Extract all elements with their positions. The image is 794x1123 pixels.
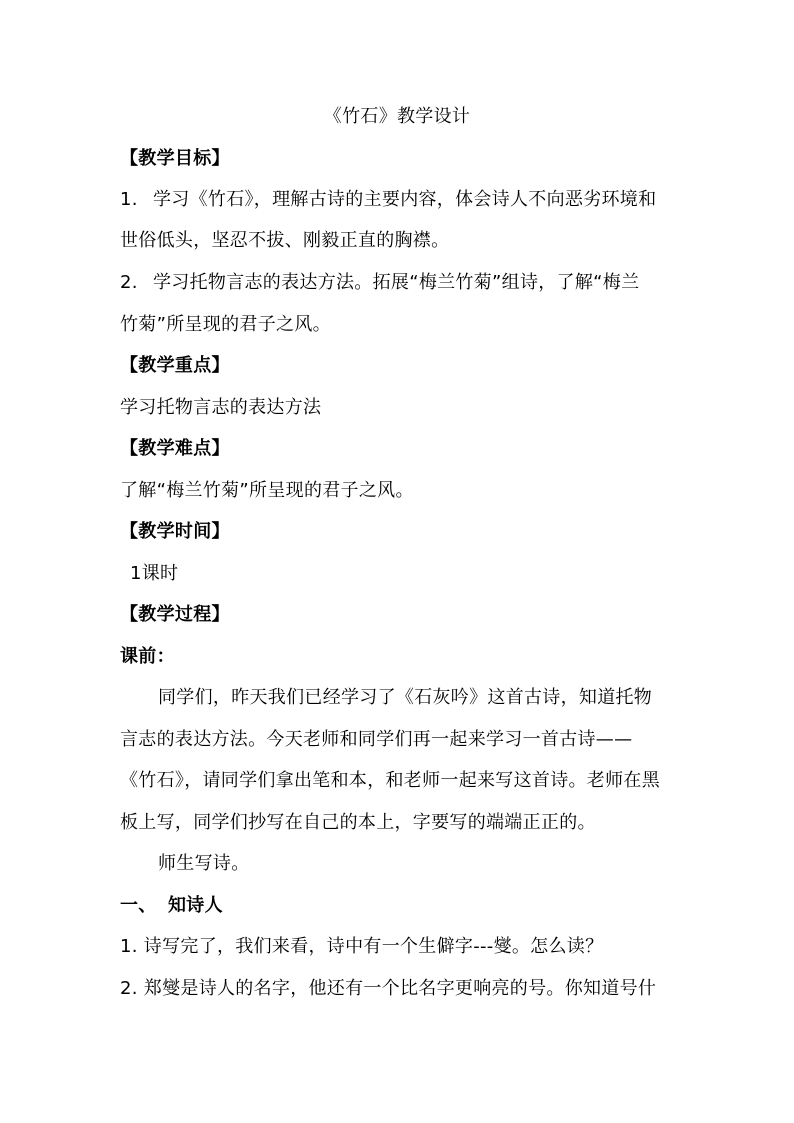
section-1-title: 知诗人 (168, 895, 223, 916)
difficulty-heading: 【教学难点】 (120, 438, 230, 459)
section-1-heading (120, 894, 223, 918)
difficulty-text: 了解“梅兰竹菊”所呈现的君子之风。 (120, 480, 414, 501)
list-item-1: 1. 诗写完了，我们来看，诗中有一个生僻字---燮。怎么读？ (120, 936, 604, 957)
list-item-2: 2. 郑燮是诗人的名字，他还有一个比名字更响亮的号。你知道号什 (120, 978, 657, 999)
goal-2-number: 2. (120, 272, 138, 293)
time-text: 1课时 (130, 563, 179, 584)
paragraph-1-line-1: 同学们，昨天我们已经学习了《石灰吟》这首古诗，知道托物 (158, 687, 653, 708)
document-title: 《竹石》教学设计 (323, 106, 471, 127)
process-heading: 【教学过程】 (120, 604, 230, 625)
paragraph-1-line-2: 言志的表达方法。今天老师和同学们再一起来学习一首古诗—— (120, 729, 633, 750)
focus-text: 学习托物言志的表达方法 (120, 397, 322, 418)
time-heading: 【教学时间】 (120, 521, 230, 542)
goal-2-line-1 (120, 271, 639, 295)
goal-2-text: 学习托物言志的表达方法。拓展“梅兰竹菊”组诗，了解“梅兰 (153, 272, 640, 293)
goal-1-text: 学习《竹石》，理解古诗的主要内容，体会诗人不向恶劣环境和 (153, 189, 657, 210)
before-class-label: 课前： (120, 646, 175, 667)
goals-heading: 【教学目标】 (120, 148, 230, 169)
goal-1-line-1 (120, 188, 656, 212)
section-1-number: 一、 (120, 895, 157, 916)
paragraph-1-line-4: 板上写，同学们抄写在自己的本上，字要写的端端正正的。 (120, 812, 596, 833)
paragraph-2: 师生写诗。 (158, 853, 250, 874)
focus-heading: 【教学重点】 (120, 355, 230, 376)
goal-1-number: 1. (120, 189, 138, 210)
goal-2-line-2: 竹菊”所呈现的君子之风。 (120, 314, 331, 335)
paragraph-1-line-3: 《竹石》，请同学们拿出笔和本，和老师一起来写这首诗。老师在黑 (120, 770, 660, 791)
goal-1-line-2: 世俗低头，坚忍不拔、刚毅正直的胸襟。 (120, 230, 450, 251)
